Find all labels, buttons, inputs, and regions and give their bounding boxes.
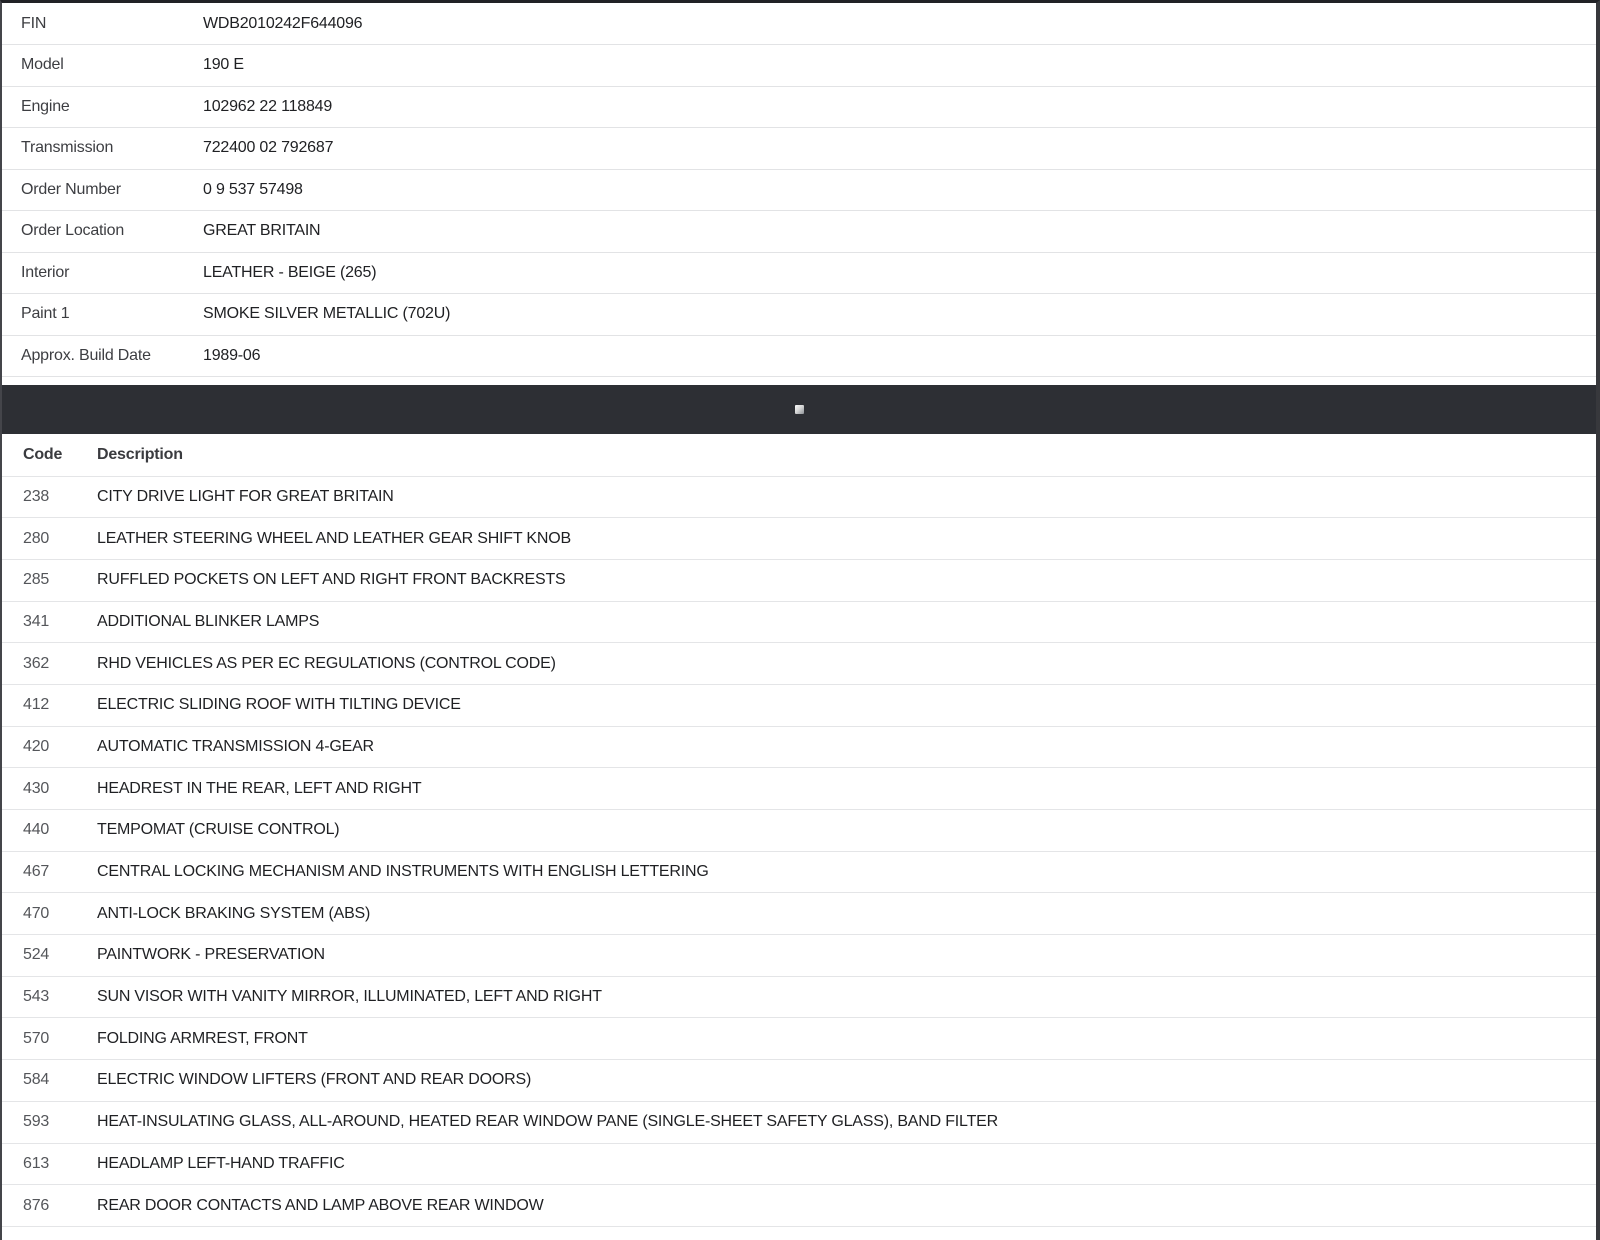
vehicle-info-table-body (2, 3, 1596, 377)
option-description: RHD VEHICLES AS PER EC REGULATIONS (CONTROL CODE) (97, 643, 1596, 685)
vehicle-info-row (2, 3, 1596, 45)
option-description: SUN VISOR WITH VANITY MIRROR, ILLUMINATED, LEFT AND RIGHT (97, 976, 1596, 1018)
option-row (2, 1060, 1596, 1102)
description-column-header: Description (97, 434, 1596, 476)
options-table-body (2, 476, 1596, 1226)
code-column-header: Code (2, 434, 97, 476)
option-description: ADDITIONAL BLINKER LAMPS (97, 601, 1596, 643)
option-row (2, 559, 1596, 601)
option-code: 524 (2, 935, 97, 977)
option-description: ANTI-LOCK BRAKING SYSTEM (ABS) (97, 893, 1596, 935)
option-row (2, 476, 1596, 518)
option-description: ELECTRIC WINDOW LIFTERS (FRONT AND REAR DOORS) (97, 1060, 1596, 1102)
option-row (2, 768, 1596, 810)
vehicle-info-label: Order Number (2, 169, 203, 211)
option-row (2, 810, 1596, 852)
option-row (2, 643, 1596, 685)
option-code: 440 (2, 810, 97, 852)
vehicle-info-label: Engine (2, 86, 203, 128)
vehicle-info-label: Model (2, 45, 203, 87)
vehicle-info-row (2, 335, 1596, 377)
option-row (2, 1101, 1596, 1143)
vehicle-info-label: FIN (2, 3, 203, 45)
option-row (2, 726, 1596, 768)
option-description: CENTRAL LOCKING MECHANISM AND INSTRUMENTS WITH ENGLISH LETTERING (97, 851, 1596, 893)
vehicle-info-row (2, 86, 1596, 128)
vehicle-info-table (2, 3, 1596, 377)
option-description: FOLDING ARMREST, FRONT (97, 1018, 1596, 1060)
option-description: ELECTRIC SLIDING ROOF WITH TILTING DEVICE (97, 684, 1596, 726)
option-description: HEADREST IN THE REAR, LEFT AND RIGHT (97, 768, 1596, 810)
vehicle-info-label: Order Location (2, 211, 203, 253)
option-code: 470 (2, 893, 97, 935)
broken-image-icon (795, 405, 804, 414)
vehicle-info-row (2, 252, 1596, 294)
vehicle-info-row (2, 211, 1596, 253)
vehicle-info-value: 722400 02 792687 (203, 128, 1596, 170)
option-code: 613 (2, 1143, 97, 1185)
option-description: AUTOMATIC TRANSMISSION 4-GEAR (97, 726, 1596, 768)
vehicle-info-row (2, 45, 1596, 87)
option-row (2, 1143, 1596, 1185)
option-code: 584 (2, 1060, 97, 1102)
option-row (2, 893, 1596, 935)
option-row (2, 976, 1596, 1018)
option-row (2, 684, 1596, 726)
option-row (2, 601, 1596, 643)
vehicle-info-value: 1989-06 (203, 335, 1596, 377)
option-description: LEATHER STEERING WHEEL AND LEATHER GEAR SHIFT KNOB (97, 518, 1596, 560)
option-code: 362 (2, 643, 97, 685)
option-code: 467 (2, 851, 97, 893)
vehicle-info-row (2, 294, 1596, 336)
option-row (2, 1018, 1596, 1060)
option-description: CITY DRIVE LIGHT FOR GREAT BRITAIN (97, 476, 1596, 518)
vehicle-info-row (2, 128, 1596, 170)
vehicle-info-label: Paint 1 (2, 294, 203, 336)
option-code: 420 (2, 726, 97, 768)
options-table-header-row (2, 434, 1596, 476)
section-header-bar (2, 385, 1596, 434)
options-table (2, 434, 1596, 1227)
option-description: RUFFLED POCKETS ON LEFT AND RIGHT FRONT BACKRESTS (97, 559, 1596, 601)
option-description: TEMPOMAT (CRUISE CONTROL) (97, 810, 1596, 852)
vehicle-info-value: 102962 22 118849 (203, 86, 1596, 128)
option-code: 543 (2, 976, 97, 1018)
vehicle-info-row (2, 169, 1596, 211)
option-code: 876 (2, 1185, 97, 1227)
option-row (2, 935, 1596, 977)
vehicle-info-label: Transmission (2, 128, 203, 170)
option-code: 280 (2, 518, 97, 560)
option-code: 238 (2, 476, 97, 518)
option-description: PAINTWORK - PRESERVATION (97, 935, 1596, 977)
option-row (2, 1185, 1596, 1227)
vehicle-info-label: Approx. Build Date (2, 335, 203, 377)
option-code: 430 (2, 768, 97, 810)
option-code: 341 (2, 601, 97, 643)
vehicle-info-label: Interior (2, 252, 203, 294)
option-row (2, 851, 1596, 893)
option-description: HEADLAMP LEFT-HAND TRAFFIC (97, 1143, 1596, 1185)
vehicle-info-value: WDB2010242F644096 (203, 3, 1596, 45)
vehicle-info-value: LEATHER - BEIGE (265) (203, 252, 1596, 294)
option-description: REAR DOOR CONTACTS AND LAMP ABOVE REAR WINDOW (97, 1185, 1596, 1227)
vehicle-info-value: 190 E (203, 45, 1596, 87)
option-code: 412 (2, 684, 97, 726)
vehicle-info-value: SMOKE SILVER METALLIC (702U) (203, 294, 1596, 336)
vehicle-info-value: GREAT BRITAIN (203, 211, 1596, 253)
option-row (2, 518, 1596, 560)
option-code: 285 (2, 559, 97, 601)
vehicle-info-value: 0 9 537 57498 (203, 169, 1596, 211)
option-code: 570 (2, 1018, 97, 1060)
option-code: 593 (2, 1101, 97, 1143)
option-description: HEAT-INSULATING GLASS, ALL-AROUND, HEATED REAR WINDOW PANE (SINGLE-SHEET SAFETY GLASS), BAND FILTER (97, 1101, 1596, 1143)
